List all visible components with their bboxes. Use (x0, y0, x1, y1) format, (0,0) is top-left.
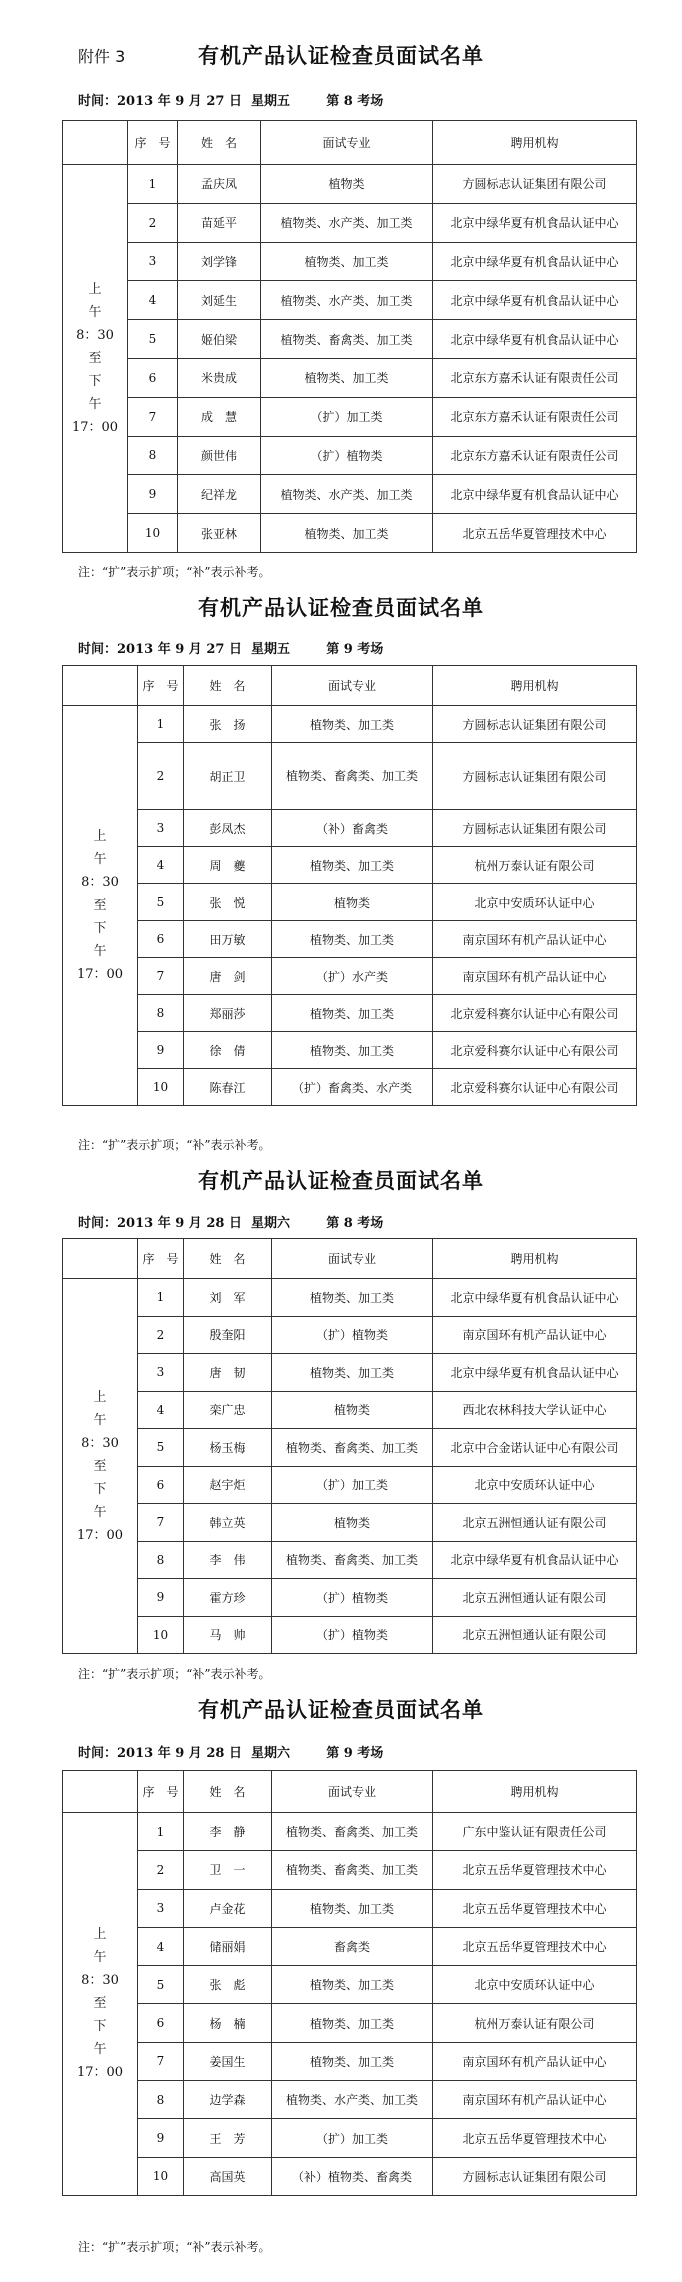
name-cell: 杨 楠 (184, 2004, 272, 2042)
seq-cell: 8 (138, 995, 184, 1032)
table-row (63, 1429, 637, 1467)
major-cell: 植物类 (272, 1391, 433, 1429)
employer-cell: 北京中绿华夏有机食品认证中心 (433, 475, 637, 514)
table-row (63, 995, 637, 1032)
major-cell: 植物类、水产类、加工类 (261, 475, 433, 514)
time-slot-cell: 上 午 8：30 至 下 午 17：00 (63, 706, 138, 1106)
major-cell: 植物类、加工类 (261, 242, 433, 281)
table-row (63, 1927, 637, 1965)
employer-cell: 北京东方嘉禾认证有限责任公司 (433, 358, 637, 397)
name-cell: 苗延平 (178, 203, 261, 242)
major-cell: 植物类、加工类 (272, 706, 433, 743)
employer-cell: 北京爱科赛尔认证中心有限公司 (433, 1032, 637, 1069)
seq-cell: 2 (138, 1851, 184, 1889)
seq-cell: 10 (138, 1069, 184, 1106)
employer-cell: 北京中安质环认证中心 (433, 1966, 637, 2004)
seq-cell: 9 (138, 1579, 184, 1617)
session-info: 时间：2013 年 9 月 27 日 星期五 第 8 考场 (78, 94, 384, 109)
seq-cell: 9 (128, 475, 178, 514)
footnote: 注：“扩”表示扩项；“补”表示补考。 (78, 565, 271, 579)
table-row (63, 958, 637, 995)
major-cell: 植物类、加工类 (272, 1354, 433, 1392)
table-row (63, 1579, 637, 1617)
name-cell: 杨玉梅 (184, 1429, 272, 1467)
major-cell: （补）植物类、畜禽类 (272, 2157, 433, 2195)
seq-cell: 10 (138, 1616, 184, 1654)
name-cell: 赵宇炬 (184, 1466, 272, 1504)
seq-cell: 5 (128, 320, 178, 359)
time-slot-cell: 上 午 8：30 至 下 午 17：00 (63, 1279, 138, 1654)
employer-cell: 北京中绿华夏有机食品认证中心 (433, 281, 637, 320)
table-row (63, 2042, 637, 2080)
interview-table (62, 1770, 637, 2196)
seq-cell: 1 (138, 706, 184, 743)
header-employer: 聘用机构 (433, 121, 637, 165)
interview-table (62, 1238, 637, 1654)
table-row (63, 1032, 637, 1069)
employer-cell: 北京五岳华夏管理技术中心 (433, 1927, 637, 1965)
table-row (63, 1813, 637, 1851)
name-cell: 韩立英 (184, 1504, 272, 1542)
header-name: 姓 名 (184, 666, 272, 706)
employer-cell: 北京中绿华夏有机食品认证中心 (433, 1279, 637, 1317)
name-cell: 刘 军 (184, 1279, 272, 1317)
table-row (63, 1889, 637, 1927)
employer-cell: 北京五岳华夏管理技术中心 (433, 1889, 637, 1927)
table-row (63, 2081, 637, 2119)
seq-cell: 10 (138, 2157, 184, 2195)
major-cell: 植物类、水产类、加工类 (261, 281, 433, 320)
major-cell: （扩）植物类 (272, 1579, 433, 1617)
footnote: 注：“扩”表示扩项；“补”表示补考。 (78, 2240, 271, 2254)
seq-cell: 3 (138, 1889, 184, 1927)
employer-cell: 广东中鉴认证有限责任公司 (433, 1813, 637, 1851)
name-cell: 田万敏 (184, 921, 272, 958)
attachment-label: 附件 3 (78, 47, 126, 66)
seq-cell: 4 (128, 281, 178, 320)
seq-cell: 5 (138, 1966, 184, 2004)
header-major: 面试专业 (272, 1771, 433, 1813)
table-row (63, 1279, 637, 1317)
table-row (63, 514, 637, 553)
major-cell: 植物类、畜禽类、加工类 (272, 1429, 433, 1467)
name-cell: 栾广忠 (184, 1391, 272, 1429)
seq-cell: 2 (138, 1316, 184, 1354)
seq-cell: 3 (138, 1354, 184, 1392)
name-cell: 储丽娟 (184, 1927, 272, 1965)
employer-cell: 北京中安质环认证中心 (433, 884, 637, 921)
name-cell: 边学森 (184, 2081, 272, 2119)
major-cell: 植物类、加工类 (272, 1889, 433, 1927)
seq-cell: 7 (138, 1504, 184, 1542)
seq-cell: 4 (138, 847, 184, 884)
table-header-row (63, 1239, 637, 1279)
name-cell: 孟庆凤 (178, 165, 261, 204)
seq-cell: 6 (138, 2004, 184, 2042)
major-cell: 植物类、畜禽类、加工类 (272, 743, 433, 810)
header-blank-cell (63, 666, 138, 706)
header-employer: 聘用机构 (433, 1771, 637, 1813)
major-cell: 植物类、加工类 (272, 2042, 433, 2080)
table-row (63, 921, 637, 958)
name-cell: 姜国生 (184, 2042, 272, 2080)
name-cell: 王 芳 (184, 2119, 272, 2157)
table-row (63, 1354, 637, 1392)
employer-cell: 北京五岳华夏管理技术中心 (433, 514, 637, 553)
header-name: 姓 名 (184, 1239, 272, 1279)
major-cell: 植物类、畜禽类、加工类 (272, 1813, 433, 1851)
name-cell: 马 帅 (184, 1616, 272, 1654)
employer-cell: 方圆标志认证集团有限公司 (433, 2157, 637, 2195)
major-cell: 植物类、加工类 (272, 921, 433, 958)
name-cell: 刘延生 (178, 281, 261, 320)
seq-cell: 4 (138, 1927, 184, 1965)
major-cell: （扩）植物类 (272, 1316, 433, 1354)
name-cell: 李 静 (184, 1813, 272, 1851)
employer-cell: 方圆标志认证集团有限公司 (433, 165, 637, 204)
name-cell: 米贵成 (178, 358, 261, 397)
employer-cell: 北京爱科赛尔认证中心有限公司 (433, 1069, 637, 1106)
table-title: 有机产品认证检查员面试名单 (198, 43, 484, 68)
table-row (63, 1466, 637, 1504)
major-cell: 畜禽类 (272, 1927, 433, 1965)
major-cell: 植物类、加工类 (272, 1279, 433, 1317)
major-cell: 植物类、畜禽类、加工类 (272, 1851, 433, 1889)
seq-cell: 2 (138, 743, 184, 810)
seq-cell: 7 (138, 958, 184, 995)
major-cell: 植物类 (272, 1504, 433, 1542)
table-row (63, 810, 637, 847)
seq-cell: 4 (138, 1391, 184, 1429)
time-slot-cell: 上 午 8：30 至 下 午 17：00 (63, 165, 128, 553)
seq-cell: 2 (128, 203, 178, 242)
seq-cell: 5 (138, 1429, 184, 1467)
major-cell: （补）畜禽类 (272, 810, 433, 847)
employer-cell: 南京国环有机产品认证中心 (433, 1316, 637, 1354)
employer-cell: 北京中绿华夏有机食品认证中心 (433, 320, 637, 359)
table-header-row (63, 666, 637, 706)
table-row (63, 1616, 637, 1654)
header-name: 姓 名 (184, 1771, 272, 1813)
table-row (63, 1391, 637, 1429)
table-title: 有机产品认证检查员面试名单 (198, 1168, 484, 1193)
employer-cell: 北京中安质环认证中心 (433, 1466, 637, 1504)
major-cell: 植物类、加工类 (272, 1966, 433, 2004)
name-cell: 张 彪 (184, 1966, 272, 2004)
table-row (63, 2004, 637, 2042)
name-cell: 刘学锋 (178, 242, 261, 281)
name-cell: 张 悦 (184, 884, 272, 921)
table-row (63, 358, 637, 397)
name-cell: 高国英 (184, 2157, 272, 2195)
major-cell: 植物类 (261, 165, 433, 204)
seq-cell: 6 (138, 1466, 184, 1504)
major-cell: 植物类、加工类 (272, 847, 433, 884)
time-slot-cell: 上 午 8：30 至 下 午 17：00 (63, 1813, 138, 2196)
name-cell: 唐 剑 (184, 958, 272, 995)
name-cell: 李 伟 (184, 1541, 272, 1579)
major-cell: 植物类、加工类 (272, 1032, 433, 1069)
seq-cell: 3 (128, 242, 178, 281)
seq-cell: 9 (138, 2119, 184, 2157)
employer-cell: 北京中绿华夏有机食品认证中心 (433, 1354, 637, 1392)
header-employer: 聘用机构 (433, 666, 637, 706)
header-name: 姓 名 (178, 121, 261, 165)
table-header-row (63, 1771, 637, 1813)
table-row (63, 281, 637, 320)
name-cell: 颜世伟 (178, 436, 261, 475)
name-cell: 卫 一 (184, 1851, 272, 1889)
table-row (63, 847, 637, 884)
name-cell: 姬伯梁 (178, 320, 261, 359)
employer-cell: 西北农林科技大学认证中心 (433, 1391, 637, 1429)
name-cell: 卢金花 (184, 1889, 272, 1927)
seq-cell: 9 (138, 1032, 184, 1069)
employer-cell: 北京中绿华夏有机食品认证中心 (433, 1541, 637, 1579)
name-cell: 郑丽莎 (184, 995, 272, 1032)
employer-cell: 北京五洲恒通认证有限公司 (433, 1616, 637, 1654)
header-blank-cell (63, 1239, 138, 1279)
major-cell: 植物类、畜禽类、加工类 (272, 1541, 433, 1579)
table-row (63, 2157, 637, 2195)
name-cell: 胡正卫 (184, 743, 272, 810)
employer-cell: 方圆标志认证集团有限公司 (433, 743, 637, 810)
header-seq: 序 号 (138, 1771, 184, 1813)
footnote: 注：“扩”表示扩项；“补”表示补考。 (78, 1667, 271, 1681)
table-title: 有机产品认证检查员面试名单 (198, 595, 484, 620)
employer-cell: 杭州万泰认证有限公司 (433, 847, 637, 884)
employer-cell: 北京五岳华夏管理技术中心 (433, 1851, 637, 1889)
table-row (63, 475, 637, 514)
seq-cell: 6 (128, 358, 178, 397)
employer-cell: 南京国环有机产品认证中心 (433, 958, 637, 995)
seq-cell: 1 (138, 1813, 184, 1851)
major-cell: （扩）加工类 (272, 2119, 433, 2157)
employer-cell: 北京东方嘉禾认证有限责任公司 (433, 397, 637, 436)
major-cell: 植物类、加工类 (272, 2004, 433, 2042)
major-cell: 植物类、畜禽类、加工类 (261, 320, 433, 359)
seq-cell: 8 (138, 2081, 184, 2119)
major-cell: （扩）水产类 (272, 958, 433, 995)
seq-cell: 10 (128, 514, 178, 553)
header-seq: 序 号 (138, 1239, 184, 1279)
header-major: 面试专业 (261, 121, 433, 165)
employer-cell: 北京东方嘉禾认证有限责任公司 (433, 436, 637, 475)
seq-cell: 1 (138, 1279, 184, 1317)
table-row (63, 1504, 637, 1542)
seq-cell: 1 (128, 165, 178, 204)
table-title: 有机产品认证检查员面试名单 (198, 1697, 484, 1722)
header-seq: 序 号 (138, 666, 184, 706)
seq-cell: 7 (128, 397, 178, 436)
session-info: 时间：2013 年 9 月 27 日 星期五 第 9 考场 (78, 642, 384, 657)
employer-cell: 北京五洲恒通认证有限公司 (433, 1579, 637, 1617)
seq-cell: 8 (138, 1541, 184, 1579)
table-row (63, 203, 637, 242)
employer-cell: 南京国环有机产品认证中心 (433, 921, 637, 958)
table-row (63, 1541, 637, 1579)
table-row (63, 743, 637, 810)
footnote: 注：“扩”表示扩项；“补”表示补考。 (78, 1138, 271, 1152)
name-cell: 唐 韧 (184, 1354, 272, 1392)
employer-cell: 南京国环有机产品认证中心 (433, 2042, 637, 2080)
header-employer: 聘用机构 (433, 1239, 637, 1279)
name-cell: 徐 倩 (184, 1032, 272, 1069)
employer-cell: 方圆标志认证集团有限公司 (433, 810, 637, 847)
employer-cell: 南京国环有机产品认证中心 (433, 2081, 637, 2119)
header-blank-cell (63, 1771, 138, 1813)
major-cell: 植物类、加工类 (261, 358, 433, 397)
name-cell: 张亚林 (178, 514, 261, 553)
table-row (63, 1316, 637, 1354)
header-blank-cell (63, 121, 128, 165)
table-row (63, 1851, 637, 1889)
header-major: 面试专业 (272, 1239, 433, 1279)
seq-cell: 6 (138, 921, 184, 958)
name-cell: 陈春江 (184, 1069, 272, 1106)
major-cell: 植物类、加工类 (272, 995, 433, 1032)
session-info: 时间：2013 年 9 月 28 日 星期六 第 9 考场 (78, 1746, 384, 1761)
name-cell: 成 慧 (178, 397, 261, 436)
table-row (63, 2119, 637, 2157)
major-cell: 植物类、加工类 (261, 514, 433, 553)
table-row (63, 884, 637, 921)
header-seq: 序 号 (128, 121, 178, 165)
seq-cell: 8 (128, 436, 178, 475)
major-cell: （扩）植物类 (261, 436, 433, 475)
employer-cell: 北京五洲恒通认证有限公司 (433, 1504, 637, 1542)
major-cell: 植物类 (272, 884, 433, 921)
major-cell: （扩）加工类 (261, 397, 433, 436)
major-cell: 植物类、水产类、加工类 (261, 203, 433, 242)
name-cell: 彭凤杰 (184, 810, 272, 847)
employer-cell: 北京爱科赛尔认证中心有限公司 (433, 995, 637, 1032)
table-row (63, 397, 637, 436)
name-cell: 纪祥龙 (178, 475, 261, 514)
seq-cell: 5 (138, 884, 184, 921)
major-cell: （扩）植物类 (272, 1616, 433, 1654)
seq-cell: 7 (138, 2042, 184, 2080)
seq-cell: 3 (138, 810, 184, 847)
table-row (63, 320, 637, 359)
table-row (63, 1966, 637, 2004)
table-row (63, 1069, 637, 1106)
name-cell: 殷奎阳 (184, 1316, 272, 1354)
name-cell: 张 扬 (184, 706, 272, 743)
major-cell: 植物类、水产类、加工类 (272, 2081, 433, 2119)
major-cell: （扩）加工类 (272, 1466, 433, 1504)
header-major: 面试专业 (272, 666, 433, 706)
table-header-row (63, 121, 637, 165)
session-info: 时间：2013 年 9 月 28 日 星期六 第 8 考场 (78, 1216, 384, 1231)
interview-table (62, 120, 637, 553)
table-row (63, 436, 637, 475)
name-cell: 霍方珍 (184, 1579, 272, 1617)
employer-cell: 方圆标志认证集团有限公司 (433, 706, 637, 743)
employer-cell: 北京中绿华夏有机食品认证中心 (433, 242, 637, 281)
employer-cell: 北京五岳华夏管理技术中心 (433, 2119, 637, 2157)
employer-cell: 北京中合金诺认证中心有限公司 (433, 1429, 637, 1467)
table-row (63, 242, 637, 281)
table-row (63, 165, 637, 204)
employer-cell: 杭州万泰认证有限公司 (433, 2004, 637, 2042)
interview-table (62, 665, 637, 1106)
major-cell: （扩）畜禽类、水产类 (272, 1069, 433, 1106)
table-row (63, 706, 637, 743)
name-cell: 周 夔 (184, 847, 272, 884)
employer-cell: 北京中绿华夏有机食品认证中心 (433, 203, 637, 242)
